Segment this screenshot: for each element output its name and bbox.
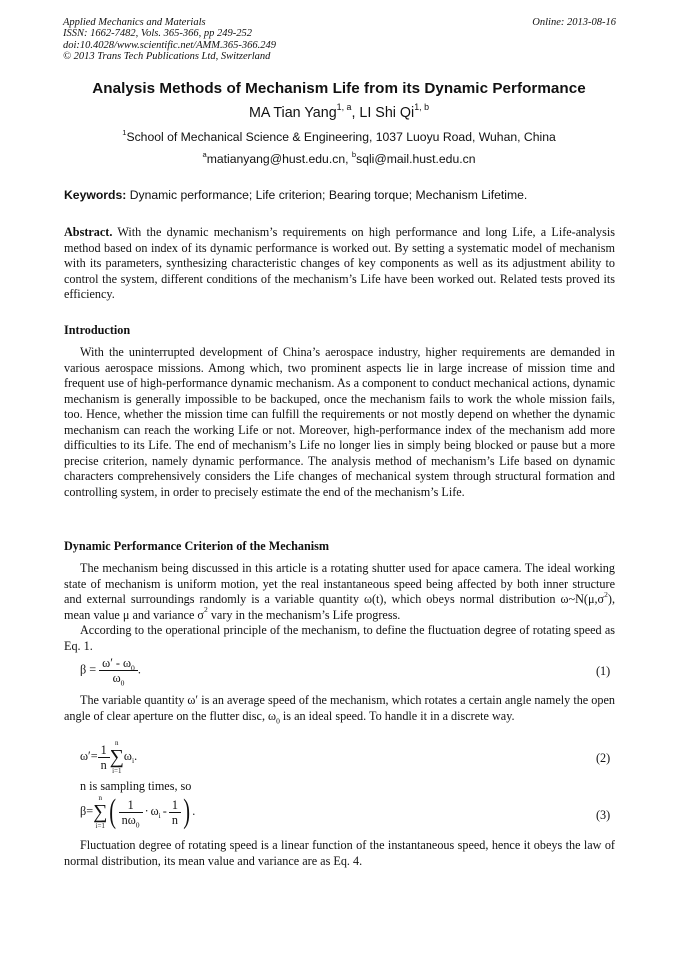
- keywords-text: Dynamic performance; Life criterion; Bearing torque; Mechanism Lifetime.: [126, 188, 528, 202]
- journal-header: [63, 17, 483, 63]
- eq3-sum-upper: n: [98, 794, 102, 802]
- dynamic-body: [64, 561, 615, 654]
- eq3-f1-numerator: 1: [119, 798, 143, 813]
- dynamic-p5-text: Fluctuation degree of rotating speed is a linear function of the instantaneous speed, hence it obeys the law of normal distribution, its mean value and variance are as Eq. 4.: [64, 838, 615, 868]
- eq1-lhs: β =: [80, 662, 97, 677]
- eq3-f2-denominator: n: [171, 812, 178, 827]
- affiliation-sup: 1: [122, 127, 127, 137]
- author-2-sup: 1, b: [414, 101, 430, 112]
- dynamic-p3-sub: 0: [276, 715, 280, 725]
- eq3-sum-lower: i=1: [95, 822, 105, 830]
- eq3-f1-den-sub: 0: [135, 819, 140, 829]
- eq2-sum-lower: i=1: [112, 767, 122, 775]
- abstract-text: With the dynamic mechanism’s requirements on high performance and long Life, a Life-analysis method based on index of its dynamic performance is worked out. By setting a systematic model of mechanism with its parameters, synthesizing characteristic changes of key components as well as its adjustment ability to control the system, different conditions of the mechanism’s Life have been worked out. Related tests proved its efficiency.: [64, 225, 615, 301]
- dynamic-p1-a: The mechanism being discussed in this article is a rotating shutter used for apace camera. The ideal working state of mechanism is uniform motion, yet the real instantaneous speed being affected by both inner structure and external surroundings randomly is a variable quantity ω(t), which obeys normal distribution ω~N(μ,σ: [64, 561, 615, 606]
- abstract-label: Abstract.: [64, 225, 113, 239]
- eq3-term-sub: i: [158, 811, 161, 821]
- eq3-dot: ·: [144, 803, 149, 818]
- eq2-fraction: [98, 743, 110, 772]
- eq3-minus: -: [162, 803, 167, 818]
- introduction-paragraph: With the uninterrupted development of China’s aerospace industry, higher requirements are demanded in various aerospace missions. Among which, two prominent aspects lie in large increase of mission time and frequent use of high-performance dynamic mechanism. As a component to conduct mechanical actions, dynamic mechanism is generally impossible to be backuped, once the mechanism fails to work the whole mission fails, too. Hence, whether the mission time can fulfill the requirements or not mostly depend on whether the dynamic mechanism can reach the working Life or not. Moreover, high-performance index of the mechanism add more difficulties to its Life. The end of mechanism’s Life no longer lies in simply being blocked or pause but a more precise criterion, namely dynamic performance. The analysis method of mechanism’s Life based on dynamic characters comprehensively considers the Life changes of mechanical system through structural formation and controlling system, in order to precisely estimate the end of the mechanism’s Life.: [64, 345, 615, 499]
- eq3-end: .: [192, 803, 196, 818]
- eq2-sum-upper: n: [115, 739, 119, 747]
- equation-3-number: (3): [596, 808, 611, 822]
- eq3-term: ω: [150, 803, 159, 818]
- author-separator: ,: [351, 105, 360, 121]
- sigma-icon: ∑: [93, 801, 108, 823]
- eq2-term-sub: i: [131, 756, 135, 766]
- email-line: [40, 149, 638, 166]
- eq1-denominator: [99, 671, 138, 688]
- dynamic-heading: Dynamic Performance Criterion of the Mechanism: [64, 539, 330, 553]
- dynamic-p3-a: The variable quantity ω′ is an average speed of the mechanism, which rotates a certain angle namely the open angle of clear aperture on the flutter disc, ω: [64, 693, 615, 723]
- journal-name: Applied Mechanics and Materials: [63, 17, 206, 28]
- eq3-fraction-2: [169, 798, 181, 827]
- eq1-end: .: [137, 662, 141, 677]
- eq1-num-sub: 0: [131, 663, 135, 673]
- issn: ISSN: 1662-7482, Vols. 365-366, pp 249-252: [63, 28, 252, 40]
- dynamic-p1-sup1: 2: [604, 589, 608, 599]
- email-a[interactable]: matianyang@hust.edu.cn: [206, 152, 346, 166]
- equation-2: [80, 739, 137, 775]
- email-separator: ,: [345, 152, 352, 166]
- introduction-heading: Introduction: [64, 323, 131, 337]
- equation-1-number: (1): [596, 664, 611, 678]
- equation-1: [80, 656, 141, 688]
- affiliation: [40, 127, 638, 144]
- sigma-icon: ∑: [109, 746, 124, 768]
- eq3-fraction-1: [119, 798, 143, 827]
- eq2-denominator: n: [100, 757, 107, 772]
- eq1-den-sub: 0: [120, 678, 125, 688]
- eq2-lhs: ω′=: [80, 748, 98, 763]
- dynamic-p1-b: ), mean value μ and variance σ: [64, 592, 615, 622]
- eq3-f1-denominator: [119, 813, 143, 827]
- dynamic-paragraph-2: According to the operational principle of the mechanism, to define the fluctuation degree of rotating speed as Eq. 1.: [64, 623, 615, 653]
- online-date: Online: 2013-08-16: [532, 17, 616, 28]
- eq1-den-text: ω: [112, 671, 121, 685]
- doi[interactable]: doi:10.4028/www.scientific.net/AMM.365-366.249: [63, 39, 276, 51]
- eq1-fraction: [99, 656, 138, 688]
- eq1-num-text: ω′ - ω: [102, 656, 132, 670]
- dynamic-paragraph-5: [64, 838, 615, 869]
- eq2-numerator: 1: [98, 743, 110, 758]
- email-a-sup: a: [202, 149, 207, 159]
- dynamic-p4-text: n is sampling times, so: [80, 779, 192, 793]
- dynamic-paragraph-4: [64, 779, 615, 795]
- equation-2-number: (2): [596, 751, 611, 765]
- dynamic-p3-b: is an ideal speed. To handle it in a discrete way.: [279, 708, 515, 723]
- right-paren-icon: ): [183, 793, 190, 830]
- dynamic-paragraph-1: [64, 561, 615, 623]
- dynamic-p1-c: vary in the mechanism’s Life progress.: [207, 607, 401, 622]
- eq2-term: ω: [123, 748, 132, 763]
- abstract: [64, 225, 615, 303]
- eq3-f2-numerator: 1: [169, 798, 181, 813]
- eq1-numerator: [99, 656, 138, 671]
- eq2-end: .: [134, 748, 138, 763]
- eq3-lhs: β=: [80, 803, 94, 818]
- keywords: [64, 188, 624, 202]
- email-b-sup: b: [351, 149, 357, 159]
- affiliation-text: School of Mechanical Science & Engineering, 1037 Luoyu Road, Wuhan, China: [126, 130, 556, 144]
- paper-title: Analysis Methods of Mechanism Life from its Dynamic Performance: [92, 80, 586, 97]
- left-paren-icon: (: [109, 793, 117, 830]
- introduction-body: [64, 345, 615, 500]
- author-1: MA Tian Yang: [248, 105, 337, 121]
- copyright: © 2013 Trans Tech Publications Ltd, Switzerland: [63, 51, 271, 63]
- eq2-sum: [110, 739, 124, 775]
- author-1-sup: 1, a: [336, 101, 352, 112]
- keywords-label: Keywords:: [64, 188, 127, 202]
- author-line: [40, 101, 638, 121]
- author-2: LI Shi Qi: [359, 105, 415, 121]
- dynamic-paragraph-3: [64, 693, 615, 724]
- email-b[interactable]: sqli@mail.hust.edu.cn: [356, 152, 476, 166]
- eq3-f1-den-text: nω: [121, 812, 136, 827]
- eq3-sum: [93, 794, 107, 830]
- equation-3: [80, 794, 195, 830]
- dynamic-p1-sup2: 2: [204, 605, 208, 615]
